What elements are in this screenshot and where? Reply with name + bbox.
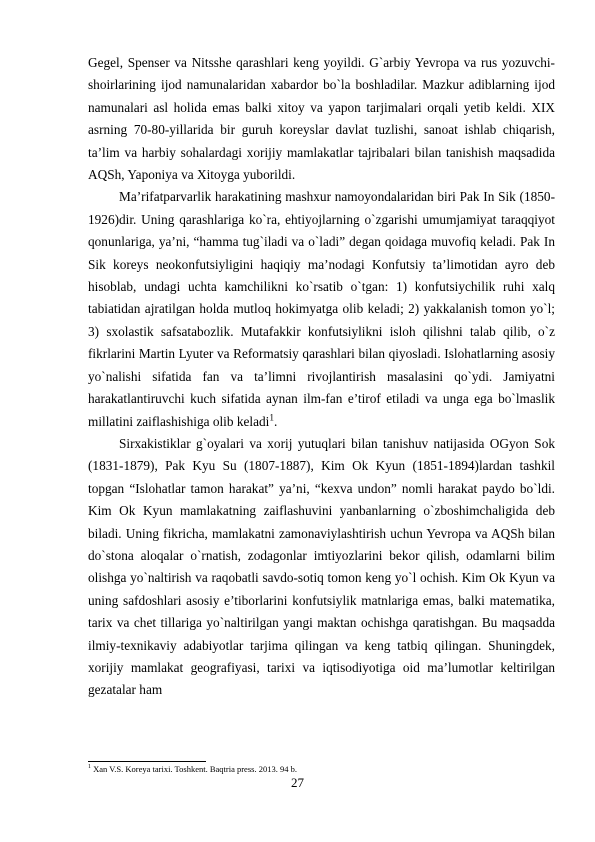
page-number: 27 bbox=[291, 775, 304, 790]
footnote-text: Xan V.S. Koreya tarixi. Toshkent. Baqtria press. 2013. 94 b. bbox=[90, 764, 297, 774]
paragraph-3: Sirxakistiklar g`oyalari va xorij yutuqlari bilan tanishuv natijasida OGyon Sok (1831-1879), Pak Kyu Su (1807-1887), Kim Ok Kyun (1851-1894)lardan tashkil topgan “Islohatlar tamon harakat” ya’ni, “kexva undon” nomli harakat paydo bo`ldi. Kim Ok Kyun mamlakatning zaiflashuvini yanbanlarning o`zboshimchaligida deb biladi. Uning fikricha, mamlakatni zamonaviylashtirish uchun Yevropa va AQSh bilan do`stona aloqalar o`rnatish, zodagonlar imtiyozlarini bekor qilish, odamlarni bilim olishga yo`naltirish va raqobatli savdo-sotiq tomon keng yo`l ochish. Kim Ok Kyun va uning safdoshlari asosiy e’tiborlarini konfutsiylik matnlariga emas, balki matematika, tarix va chet tillariga yo`naltirilgan yangi maktan ochishga qaratishgan. Bu maqsadda ilmiy-texnikaviy adabiyotlar tarjima qilingan va keng tatbiq qilingan. Shuningdek, xorijiy mamlakat geografiyasi, tarixi va iqtisodiyotiga oid ma’lumotlar keltirilgan gezatalar ham bbox=[88, 435, 555, 698]
paragraph-2-end: . bbox=[273, 413, 278, 429]
footnote-reference[interactable]: 1 bbox=[269, 413, 274, 424]
paragraph-2-text: Ma’rifatparvarlik harakatining mashxur namoyondalaridan biri Pak In Sik (1850-1926)dir. Uning qarashlariga ko`ra, ehtiyojlarning o`zgarishi umumjamiyat taraqqiyot qonunlariga, ya’ni, “hamma tug`iladi va o`ladi” degan qoidaga muvofiq keladi. Pak In Sik koreys neokonfutsiyligini haqiqiy ma’nodagi Konfutsiy ta’limotidan ayro deb hisoblab, undagi uchta kamchilikni ko`rsatib o`tgan: 1) konfutsiychilik ruhi xalq tabiatidan ajratilgan holda mutloq hokimyatga olib keladi; 2) yakkalanish tomon yo`l; 3) sxolastik safsatabozlik. Mutafakkir konfutsiylikni isloh qilishni talab qilib, o`z fikrlarini Martin Lyuter va Reformatsiy qarashlari bilan qiyosladi. Islohatlarning asosiy yo`nalishi sifatida fan va ta’limni rivojlantirish masalasini qo`ydi. Jamiyatni harakatlantiruvchi kuch sifatida aynan ilm-fan e’tirof etiladi va unga ega bo`lmaslik millatini zaiflashishiga olib keladi bbox=[88, 189, 555, 429]
paragraph-2 bbox=[88, 186, 555, 432]
footnote bbox=[88, 764, 555, 774]
footnote-separator bbox=[88, 761, 206, 762]
paragraph-1: Gegel, Spenser va Nitsshe qarashlari keng yoyildi. G`arbiy Yevropa va rus yozuvchi-shoirlarining ijod namunalaridan xabardor bo`la boshladilar. Mazkur adiblarning ijod namunalari asl holida emas balki xitoy va yapon tarjimalari orqali yetib keldi. XIX asrning 70-80-yillarida bir guruh koreyslar davlat tuzlishi, sanoat ishlab chiqarish, ta’lim va harbiy sohalardagi xorijiy mamlakatlar tajribalari bilan tanishish maqsadida AQSh, Yaponiya va Xitoyga yuborildi. bbox=[88, 55, 555, 183]
footnote-mark: 1 bbox=[88, 764, 91, 771]
document-body bbox=[88, 52, 555, 702]
